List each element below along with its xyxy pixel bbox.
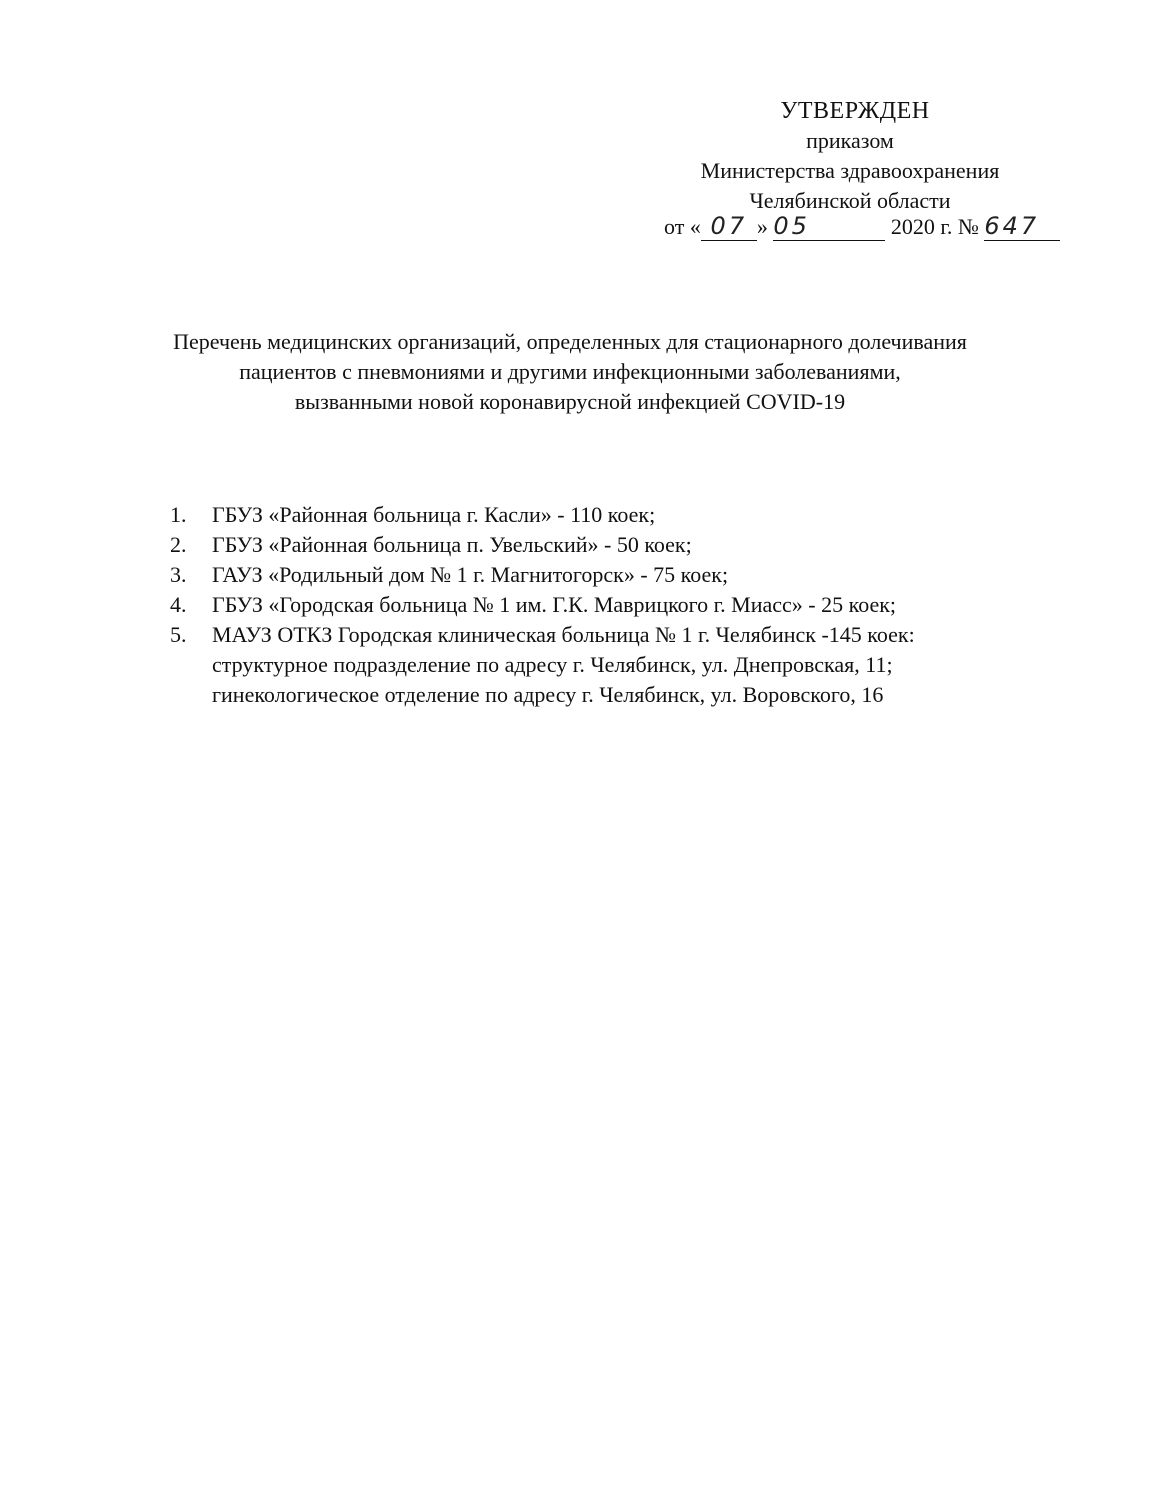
- list-item-number: 3.: [170, 562, 187, 587]
- list-item-subline: гинекологическое отделение по адресу г. Челябинск, ул. Воровского, 16: [212, 682, 884, 707]
- list-item-subline: структурное подразделение по адресу г. Челябинск, ул. Днепровская, 11;: [212, 652, 893, 677]
- list-item: [170, 500, 1070, 530]
- approval-line-ministry: Министерства здравоохранения: [700, 158, 1000, 183]
- list-item: [170, 530, 1070, 560]
- approval-block: [640, 96, 1060, 216]
- list-item-number: 5.: [170, 622, 187, 647]
- list-item-text: ГБУЗ «Городская больница № 1 им. Г.К. Маврицкого г. Миасс» - 25 коек;: [212, 592, 897, 617]
- list-item: [170, 620, 1070, 710]
- list-item-number: 1.: [170, 502, 187, 527]
- date-day-handwritten: 07: [710, 212, 748, 240]
- list-item-number: 4.: [170, 592, 187, 617]
- approval-line-order: приказом: [806, 128, 894, 153]
- approval-line-region: Челябинской области: [749, 188, 951, 213]
- list-item: [170, 560, 1070, 590]
- list-item-text: ГАУЗ «Родильный дом № 1 г. Магнитогорск» - 75 коек;: [212, 562, 729, 587]
- list-item-text: ГБУЗ «Районная больница п. Увельский» - 50 коек;: [212, 532, 692, 557]
- date-month-handwritten: 05: [773, 212, 810, 240]
- organization-list: [170, 500, 1070, 710]
- date-quote-close: »: [756, 214, 768, 239]
- order-number-handwritten: 647: [984, 212, 1040, 240]
- list-item-text: МАУЗ ОТКЗ Городская клиническая больница № 1 г. Челябинск -145 коек:: [212, 622, 915, 647]
- date-prefix: от «: [664, 214, 701, 239]
- date-day-field: [701, 213, 757, 241]
- order-date-line: [664, 212, 1060, 242]
- document-title: [110, 327, 1030, 417]
- approval-heading: УТВЕРЖДЕН: [780, 98, 930, 124]
- order-number-field: [984, 213, 1060, 241]
- title-line-2: пациентов с пневмониями и другими инфекционными заболеваниями,: [239, 359, 901, 384]
- date-year-text: 2020 г. №: [890, 214, 979, 239]
- list-item-text: ГБУЗ «Районная больница г. Касли» - 110 коек;: [212, 502, 656, 527]
- title-line-1: Перечень медицинских организаций, определенных для стационарного долечивания: [173, 329, 967, 354]
- title-line-3: вызванными новой коронавирусной инфекцией COVID-19: [294, 389, 846, 414]
- list-item-number: 2.: [170, 532, 187, 557]
- list-item: [170, 590, 1070, 620]
- date-month-field: [773, 213, 885, 241]
